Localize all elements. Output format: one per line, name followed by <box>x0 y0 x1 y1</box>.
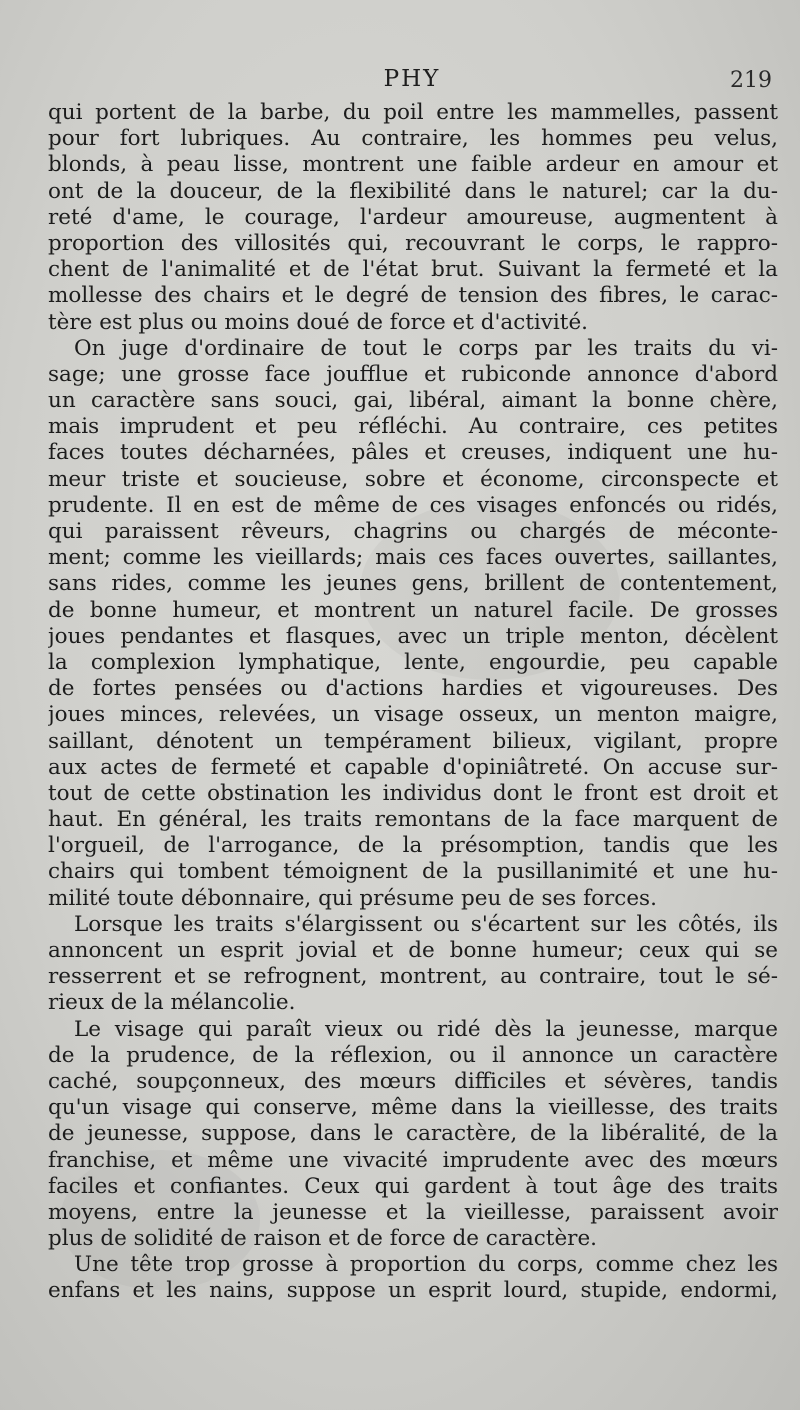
text-line: proportion des villosités qui, recouvrant le corps, le rappro- <box>48 230 778 256</box>
text-line: annoncent un esprit jovial et de bonne humeur; ceux qui se <box>48 938 778 963</box>
text-line: faciles et confiantes. Ceux qui gardent à tout âge des traits <box>48 1173 778 1199</box>
text-line: moyens, entre la jeunesse et la vieillesse, paraissent avoir <box>48 1199 778 1225</box>
text-line: qui paraissent rêveurs, chagrins ou chargés de méconte- <box>48 519 778 544</box>
text-line: caché, soupçonneux, des mœurs difficiles et sévères, tandis <box>48 1068 778 1094</box>
text-line: reté d'ame, le courage, l'ardeur amoureuse, augmentent à <box>48 204 778 230</box>
text-line: saillant, dénotent un tempérament bilieux, vigilant, propre <box>48 728 778 754</box>
body-text <box>48 100 778 1305</box>
text-line: de bonne humeur, et montrent un naturel facile. De grosses <box>48 597 778 623</box>
text-line: qu'un visage qui conserve, même dans la vieillesse, des traits <box>48 1095 778 1121</box>
text-line: ont de la douceur, de la flexibilité dans le naturel; car la du- <box>48 178 778 204</box>
running-head <box>48 66 776 102</box>
text-line: de la prudence, de la réflexion, ou il annonce un caractère <box>48 1042 778 1068</box>
text-line: de fortes pensées ou d'actions hardies et vigoureuses. Des <box>48 676 778 702</box>
text-line: On juge d'ordinaire de tout le corps par les traits du vi- <box>74 335 778 361</box>
text-line: meur triste et soucieuse, sobre et économe, circonspecte et <box>48 466 778 492</box>
text-line: qui portent de la barbe, du poil entre les mammelles, passent <box>48 100 778 125</box>
page-number: 219 <box>730 68 772 93</box>
text-line: tout de cette obstination les individus dont le front est droit et <box>48 780 778 806</box>
text-line: franchise, et même une vivacité imprudente avec des mœurs <box>48 1147 778 1173</box>
text-line: prudente. Il en est de même de ces visages enfoncés ou ridés, <box>48 492 778 518</box>
text-line: haut. En général, les traits remontans de la face marquent de <box>48 807 778 833</box>
text-line: mollesse des chairs et le degré de tension des fibres, le carac- <box>48 283 778 309</box>
text-line: ment; comme les vieillards; mais ces faces ouvertes, saillantes, <box>48 545 778 571</box>
text-line: milité toute débonnaire, qui présume peu de ses forces. <box>48 885 657 911</box>
text-line: blonds, à peau lisse, montrent une faible ardeur en amour et <box>48 152 778 178</box>
text-line: Le visage qui paraît vieux ou ridé dès la jeunesse, marque <box>74 1016 778 1042</box>
text-line: tère est plus ou moins doué de force et d'activité. <box>48 309 589 335</box>
text-line: sans rides, comme les jeunes gens, brillent de contentement, <box>48 571 778 597</box>
text-line: un caractère sans souci, gai, libéral, aimant la bonne chère, <box>48 388 778 414</box>
text-line: plus de solidité de raison et de force de caractère. <box>48 1226 598 1252</box>
text-line: chent de l'animalité et de l'état brut. Suivant la fermeté et la <box>48 257 778 283</box>
text-line: enfans et les nains, suppose un esprit lourd, stupide, endormi, <box>48 1278 778 1304</box>
text-line: Une tête trop grosse à proportion du corps, comme chez les <box>74 1252 778 1278</box>
running-head-title: PHY <box>383 66 441 92</box>
text-line: rieux de la mélancolie. <box>48 990 296 1016</box>
text-line: faces toutes décharnées, pâles et creuses, indiquent une hu- <box>48 440 778 466</box>
text-line: Lorsque les traits s'élargissent ou s'écartent sur les côtés, ils <box>74 911 778 937</box>
text-line: chairs qui tombent témoignent de la pusillanimité et une hu- <box>48 859 778 885</box>
text-line: joues minces, relevées, un visage osseux, un menton maigre, <box>48 702 778 728</box>
text-line: aux actes de fermeté et capable d'opiniâtreté. On accuse sur- <box>48 754 778 780</box>
text-line: de jeunesse, suppose, dans le caractère, de la libéralité, de la <box>48 1121 778 1147</box>
text-line: mais imprudent et peu réfléchi. Au contraire, ces petites <box>48 414 778 440</box>
text-line: resserrent et se refrognent, montrent, au contraire, tout le sé- <box>48 964 778 990</box>
text-line: pour fort lubriques. Au contraire, les hommes peu velus, <box>48 126 778 152</box>
text-line: l'orgueil, de l'arrogance, de la présomption, tandis que les <box>48 833 778 859</box>
text-line: joues pendantes et flasques, avec un triple menton, décèlent <box>48 623 778 649</box>
text-line: sage; une grosse face joufflue et rubiconde annonce d'abord <box>48 361 778 387</box>
text-line: la complexion lymphatique, lente, engourdie, peu capable <box>48 649 778 675</box>
